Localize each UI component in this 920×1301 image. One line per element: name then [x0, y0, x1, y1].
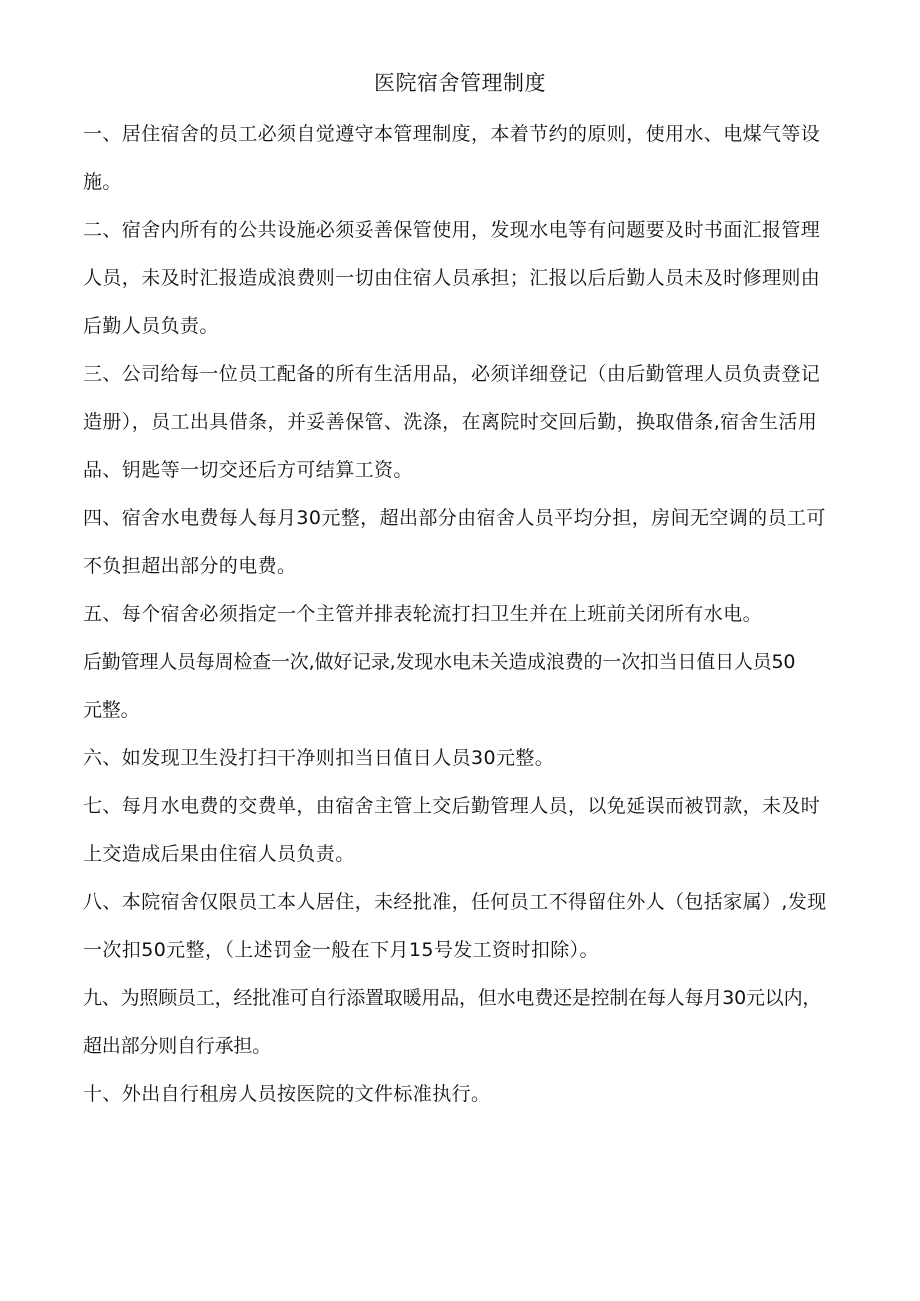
paragraph-line: 十、外出自行租房人员按医院的文件标准执行。 [83, 1083, 491, 1105]
paragraph-6 [83, 638, 865, 734]
paragraph-9 [83, 878, 865, 974]
paragraph-line: 后勤人员负责。 [83, 315, 219, 337]
paragraph-line: 八、本院宿舍仅限员工本人居住，未经批准，任何员工不得留住外人（包括家属）,发现 [83, 891, 827, 913]
document-body [83, 110, 865, 1118]
paragraph-line: 上交造成后果由住宿人员负责。 [83, 843, 355, 865]
paragraph-line: 造册），员工出具借条，并妥善保管、洗涤，在离院时交回后勤，换取借条,宿舍生活用 [83, 411, 818, 433]
paragraph-5 [83, 590, 865, 638]
paragraph-line: 三、公司给每一位员工配备的所有生活用品，必须详细登记（由后勤管理人员负责登记 [83, 363, 821, 385]
paragraph-line: 元整。 [83, 699, 140, 721]
paragraph-11 [83, 1070, 865, 1118]
paragraph-line: 品、钥匙等一切交还后方可结算工资。 [83, 459, 413, 481]
paragraph-line: 超出部分则自行承担。 [83, 1035, 272, 1057]
paragraph-line: 六、如发现卫生没打扫干净则扣当日值日人员30元整。 [83, 747, 555, 769]
paragraph-7 [83, 734, 865, 782]
paragraph-8 [83, 782, 865, 878]
paragraph-1 [83, 110, 865, 206]
paragraph-line: 九、为照顾员工，经批准可自行添置取暖用品，但水电费还是控制在每人每月30元以内， [83, 987, 822, 1009]
paragraph-4 [83, 494, 865, 590]
paragraph-10 [83, 974, 865, 1070]
paragraph-3 [83, 350, 865, 494]
document-title: 医院宿舍管理制度 [374, 71, 546, 95]
paragraph-line: 人员，未及时汇报造成浪费则一切由住宿人员承担；汇报以后后勤人员未及时修理则由 [83, 267, 821, 289]
paragraph-line: 施。 [83, 171, 122, 193]
paragraph-line: 五、每个宿舍必须指定一个主管并排表轮流打扫卫生并在上班前关闭所有水电。 [83, 603, 763, 625]
paragraph-line: 后勤管理人员每周检查一次,做好记录,发现水电未关造成浪费的一次扣当日值日人员50 [83, 651, 796, 673]
paragraph-line: 七、每月水电费的交费单，由宿舍主管上交后勤管理人员，以免延误而被罚款，未及时 [83, 795, 821, 817]
paragraph-line: 不负担超出部分的电费。 [83, 555, 297, 577]
paragraph-line: 一次扣50元整，（上述罚金一般在下月15号发工资时扣除）。 [83, 939, 599, 961]
paragraph-line: 二、宿舍内所有的公共设施必须妥善保管使用，发现水电等有问题要及时书面汇报管理 [83, 219, 821, 241]
paragraph-2 [83, 206, 865, 350]
paragraph-line: 一、居住宿舍的员工必须自觉遵守本管理制度，本着节约的原则，使用水、电煤气等设 [83, 123, 821, 145]
paragraph-line: 四、宿舍水电费每人每月30元整，超出部分由宿舍人员平均分担，房间无空调的员工可 [83, 507, 826, 529]
